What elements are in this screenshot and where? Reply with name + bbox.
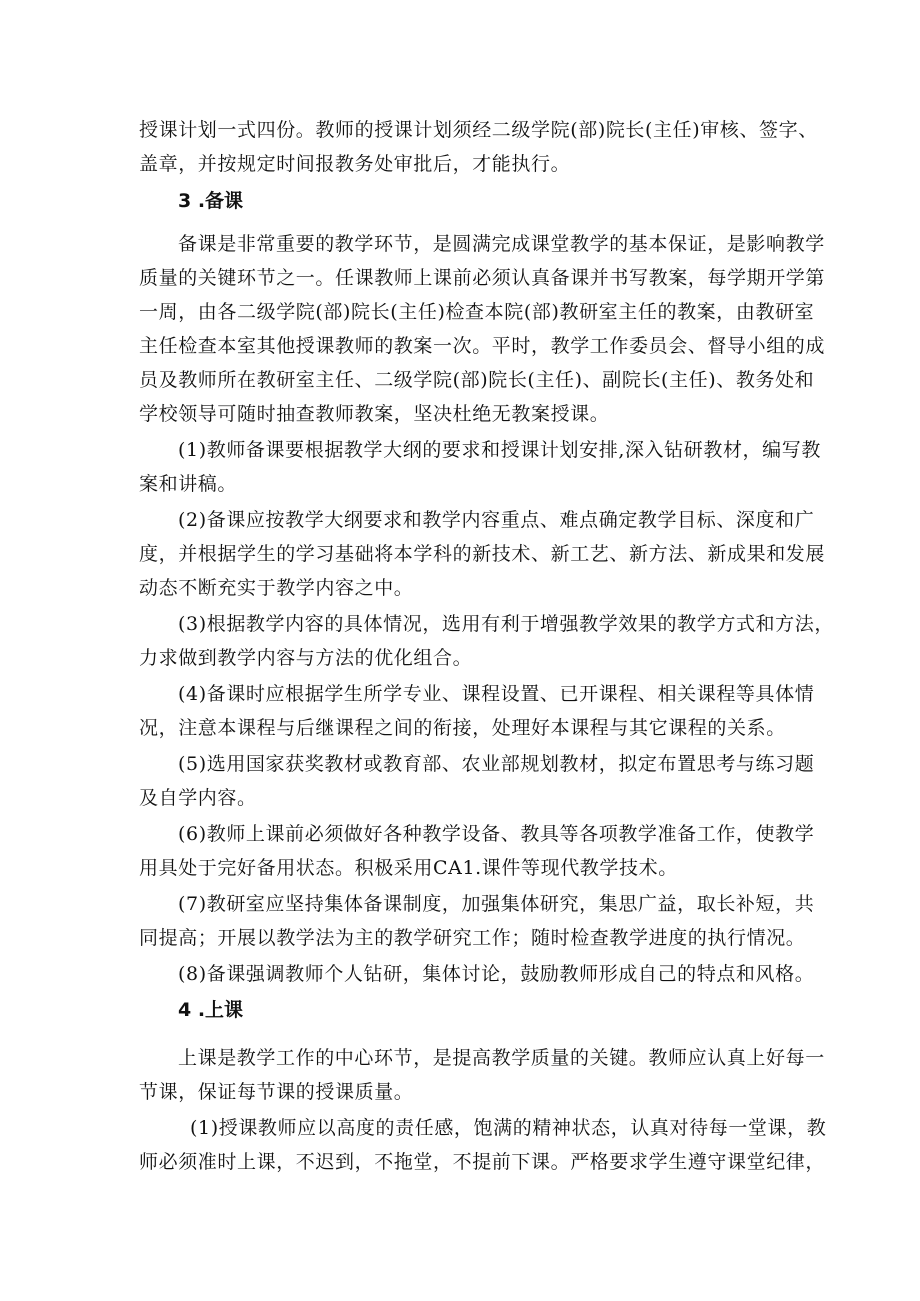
paragraph-line: (2)备课应按教学大纲要求和教学内容重点、难点确定教学目标、深度和广 [178, 509, 815, 531]
paragraph-line: 度，并根据学生的学习基础将本学科的新技术、新工艺、新方法、新成果和发展 [139, 543, 826, 565]
paragraph-line: 用具处于完好备用状态。积极采用CA1.课件等现代教学技术。 [139, 857, 678, 879]
paragraph-line: 同提高；开展以教学法为主的教学研究工作；随时检查教学进度的执行情况。 [139, 927, 806, 949]
paragraph-line: (7)教研室应坚持集体备课制度，加强集体研究，集思广益，取长补短，共 [178, 893, 815, 915]
paragraph-line: 质量的关键环节之一。任课教师上课前必须认真备课并书写教案，每学期开学第 [139, 267, 826, 289]
paragraph-line: 动态不断充实于教学内容之中。 [139, 577, 414, 599]
paragraph-line: (3)根据教学内容的具体情况，选用有利于增强教学效果的教学方式和方法， [178, 613, 834, 635]
paragraph-line: 节课，保证每节课的授课质量。 [139, 1081, 414, 1103]
paragraph-line: (4)备课时应根据学生所学专业、课程设置、已开课程、相关课程等具体情 [178, 683, 815, 705]
paragraph-line: (8)备课强调教师个人钻研，集体讨论，鼓励教师形成自己的特点和风格。 [178, 963, 815, 985]
paragraph-line: 盖章，并按规定时间报教务处审批后，才能执行。 [139, 153, 571, 175]
paragraph-line: (6)教师上课前必须做好各种教学设备、教具等各项教学准备工作，使教学 [178, 823, 815, 845]
paragraph-line: 一周，由各二级学院(部)院长(主任)检查本院(部)教研室主任的教案，由教研室 [139, 301, 815, 323]
paragraph-line: 力求做到教学内容与方法的优化组合。 [139, 647, 473, 669]
paragraph-line: (1)授课教师应以高度的责任感，饱满的精神状态，认真对待每一堂课，教 [190, 1117, 827, 1139]
paragraph-line: 案和讲稿。 [139, 473, 238, 495]
paragraph-line: 学校领导可随时抽查教师教案，坚决杜绝无教案授课。 [139, 403, 610, 425]
paragraph-line: 授课计划一式四份。教师的授课计划须经二级学院(部)院长(主任)审核、签字、 [139, 119, 818, 141]
section-heading-lecture: 4 .上课 [178, 999, 244, 1021]
paragraph-line: 备课是非常重要的教学环节，是圆满完成课堂教学的基本保证，是影响教学 [178, 233, 825, 255]
section-heading-prepare: 3 .备课 [178, 190, 244, 212]
paragraph-line: 员及教师所在教研室主任、二级学院(部)院长(主任)、副院长(主任)、教务处和 [139, 369, 815, 391]
paragraph-line: 主任检查本室其他授课教师的教案一次。平时，教学工作委员会、督导小组的成 [139, 335, 826, 357]
paragraph-line: (1)教师备课要根据教学大纲的要求和授课计划安排,深入钻研教材，编写教 [178, 439, 821, 461]
paragraph-line: 及自学内容。 [139, 787, 257, 809]
paragraph-line: 况，注意本课程与后继课程之间的衔接，处理好本课程与其它课程的关系。 [139, 717, 786, 739]
paragraph-line: 师必须准时上课，不迟到，不拖堂，不提前下课。严格要求学生遵守课堂纪律， [139, 1151, 826, 1173]
paragraph-line: 上课是教学工作的中心环节，是提高教学质量的关键。教师应认真上好每一 [178, 1047, 825, 1069]
paragraph-line: (5)选用国家获奖教材或教育部、农业部规划教材，拟定布置思考与练习题 [178, 753, 815, 775]
